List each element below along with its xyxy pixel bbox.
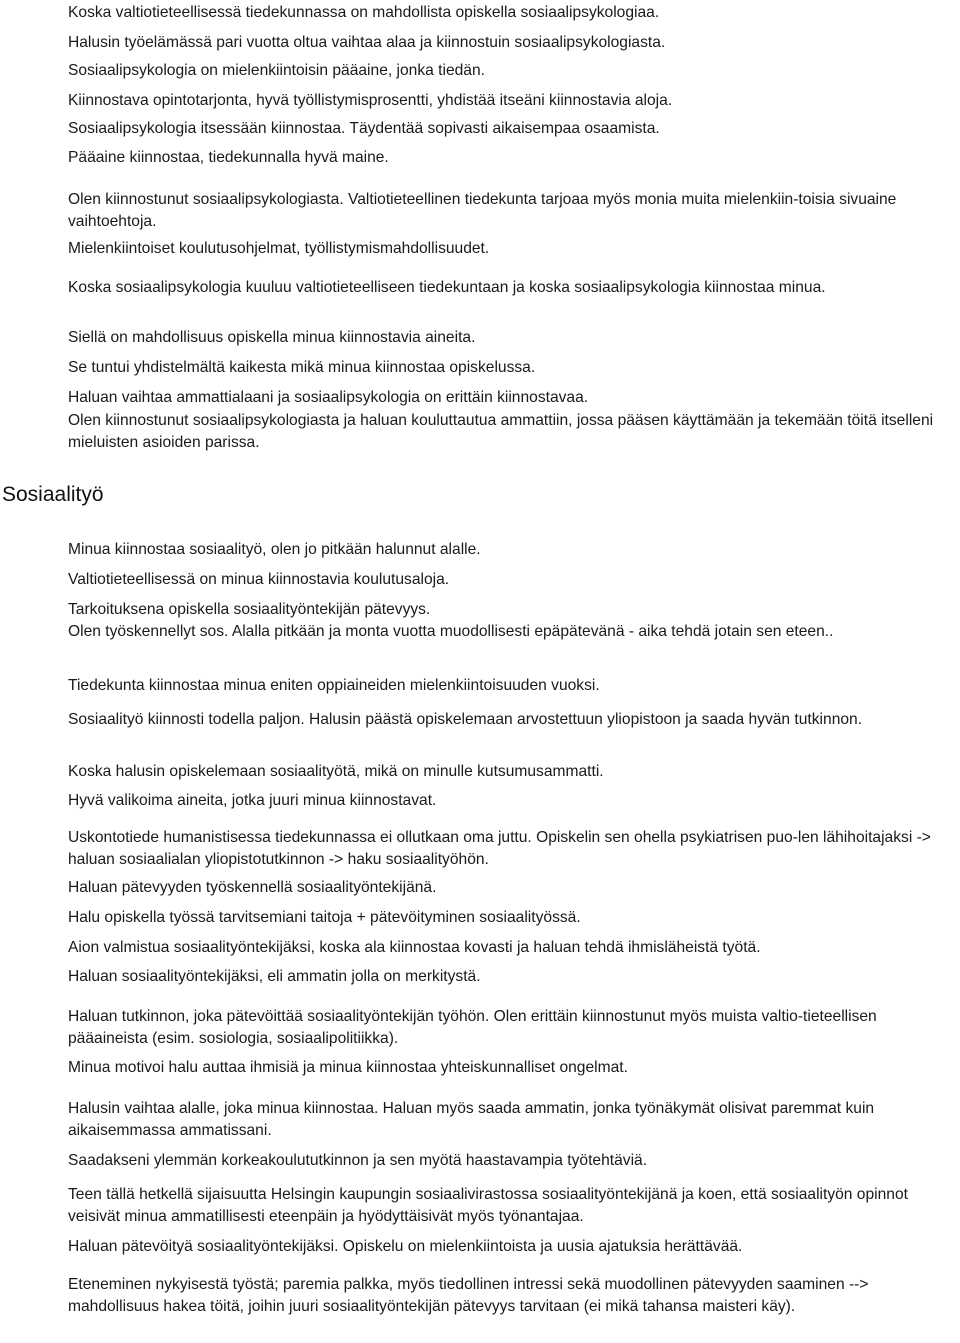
response-entry: Se tuntui yhdistelmältä kaikesta mikä minua kiinnostaa opiskelussa. bbox=[68, 359, 536, 376]
response-entry: Teen tällä hetkellä sijaisuutta Helsingin kaupungin sosiaalivirastossa sosiaalityöntekijänä ja koen, että sosiaalityön opinnot veisivät minua ammatillisesti eteenpäin ja hyödyttäisivät myös työnantajaa. bbox=[68, 1186, 908, 1225]
response-entry: Halusin vaihtaa alalle, joka minua kiinnostaa. Haluan myös saada ammatin, jonka työnäkymät olisivat paremmat kuin aikaisemmassa ammatissani. bbox=[68, 1100, 875, 1139]
response-entry: Olen työskennellyt sos. Alalla pitkään ja monta vuotta muodollisesti epäpätevänä - aika tehdä jotain sen eteen.. bbox=[68, 623, 834, 640]
response-entry: Haluan vaihtaa ammattialaani ja sosiaalipsykologia on erittäin kiinnostavaa. bbox=[68, 389, 589, 406]
response-entry: Mielenkiintoiset koulutusohjelmat, työllistymismahdollisuudet. bbox=[68, 240, 490, 257]
response-entry: Koska valtiotieteellisessä tiedekunnassa on mahdollista opiskella sosiaalipsykologiaa. bbox=[68, 4, 660, 21]
response-entry: Kiinnostava opintotarjonta, hyvä työllistymisprosentti, yhdistää itseäni kiinnostavia aloja. bbox=[68, 92, 673, 109]
response-entry: Sosiaalipsykologia on mielenkiintoisin pääaine, jonka tiedän. bbox=[68, 62, 485, 79]
response-entry: Tiedekunta kiinnostaa minua eniten oppiaineiden mielenkiintoisuuden vuoksi. bbox=[68, 677, 600, 694]
response-entry: Minua kiinnostaa sosiaalityö, olen jo pitkään halunnut alalle. bbox=[68, 541, 481, 558]
response-entry: Siellä on mahdollisuus opiskella minua kiinnostavia aineita. bbox=[68, 329, 476, 346]
response-entry: Aion valmistua sosiaalityöntekijäksi, koska ala kiinnostaa kovasti ja haluan tehdä ihmisläheistä työtä. bbox=[68, 939, 761, 956]
response-entry: Olen kiinnostunut sosiaalipsykologiasta ja haluan kouluttautua ammattiin, jossa pääsen käyttämään ja tekemään töitä itselleni mieluisten asioiden parissa. bbox=[68, 412, 934, 451]
response-entry: Haluan pätevyyden työskennellä sosiaalityöntekijänä. bbox=[68, 879, 437, 896]
response-entry: Tarkoituksena opiskella sosiaalityöntekijän pätevyys. bbox=[68, 601, 431, 618]
response-entry: Minua motivoi halu auttaa ihmisiä ja minua kiinnostaa yhteiskunnalliset ongelmat. bbox=[68, 1059, 628, 1076]
response-entry: Koska halusin opiskelemaan sosiaalityötä, mikä on minulle kutsumusammatti. bbox=[68, 763, 604, 780]
response-entry: Sosiaalityö kiinnosti todella paljon. Halusin päästä opiskelemaan arvostettuun yliopistoon ja saada hyvän tutkinnon. bbox=[68, 711, 863, 728]
response-entry: Uskontotiede humanistisessa tiedekunnassa ei ollutkaan oma juttu. Opiskelin sen ohella psykiatrisen puo-len lähihoitajaksi -> haluan sosiaalialan yliopistotutkinnon -> haku sosiaalityöhön. bbox=[68, 829, 931, 868]
response-entry: Pääaine kiinnostaa, tiedekunnalla hyvä maine. bbox=[68, 149, 389, 166]
response-entry: Sosiaalipsykologia itsessään kiinnostaa. Täydentää sopivasti aikaisempaa osaamista. bbox=[68, 120, 660, 137]
category-label-sosiaalityo: Sosiaalityö bbox=[2, 483, 104, 506]
response-entry: Olen kiinnostunut sosiaalipsykologiasta. Valtiotieteellinen tiedekunta tarjoaa myös monia muita mielenkiin-toisia sivuaine vaihtoehtoja. bbox=[68, 191, 897, 230]
response-entry: Valtiotieteellisessä on minua kiinnostavia koulutusaloja. bbox=[68, 571, 450, 588]
response-entry: Haluan pätevöityä sosiaalityöntekijäksi. Opiskelu on mielenkiintoista ja uusia ajatuksia herättävää. bbox=[68, 1238, 743, 1255]
response-entry: Hyvä valikoima aineita, jotka juuri minua kiinnostavat. bbox=[68, 792, 437, 809]
response-entry: Haluan sosiaalityöntekijäksi, eli ammatin jolla on merkitystä. bbox=[68, 968, 481, 985]
response-entry: Eteneminen nykyisestä työstä; paremia palkka, myös tiedollinen intressi sekä muodollinen pätevyyden saaminen --> mahdollisuus hakea töitä, joihin juuri sosiaalityöntekijän pätevyys tarvitaan (ei mikä tahansa maisteri käy). bbox=[68, 1276, 869, 1315]
response-entry: Haluan tutkinnon, joka pätevöittää sosiaalityöntekijän työhön. Olen erittäin kiinnostunut myös muista valtio-tieteellisen pääaineista (esim. sosiologia, sosiaalipolitiikka). bbox=[68, 1008, 877, 1047]
response-entry: Halu opiskella työssä tarvitsemiani taitoja + pätevöityminen sosiaalityössä. bbox=[68, 909, 581, 926]
response-entry: Koska sosiaalipsykologia kuuluu valtiotieteelliseen tiedekuntaan ja koska sosiaalipsykologia kiinnostaa minua. bbox=[68, 279, 826, 296]
response-entry: Halusin työelämässä pari vuotta oltua vaihtaa alaa ja kiinnostuin sosiaalipsykologiasta. bbox=[68, 34, 666, 51]
response-entry: Saadakseni ylemmän korkeakoulututkinnon ja sen myötä haastavampia työtehtäviä. bbox=[68, 1152, 648, 1169]
